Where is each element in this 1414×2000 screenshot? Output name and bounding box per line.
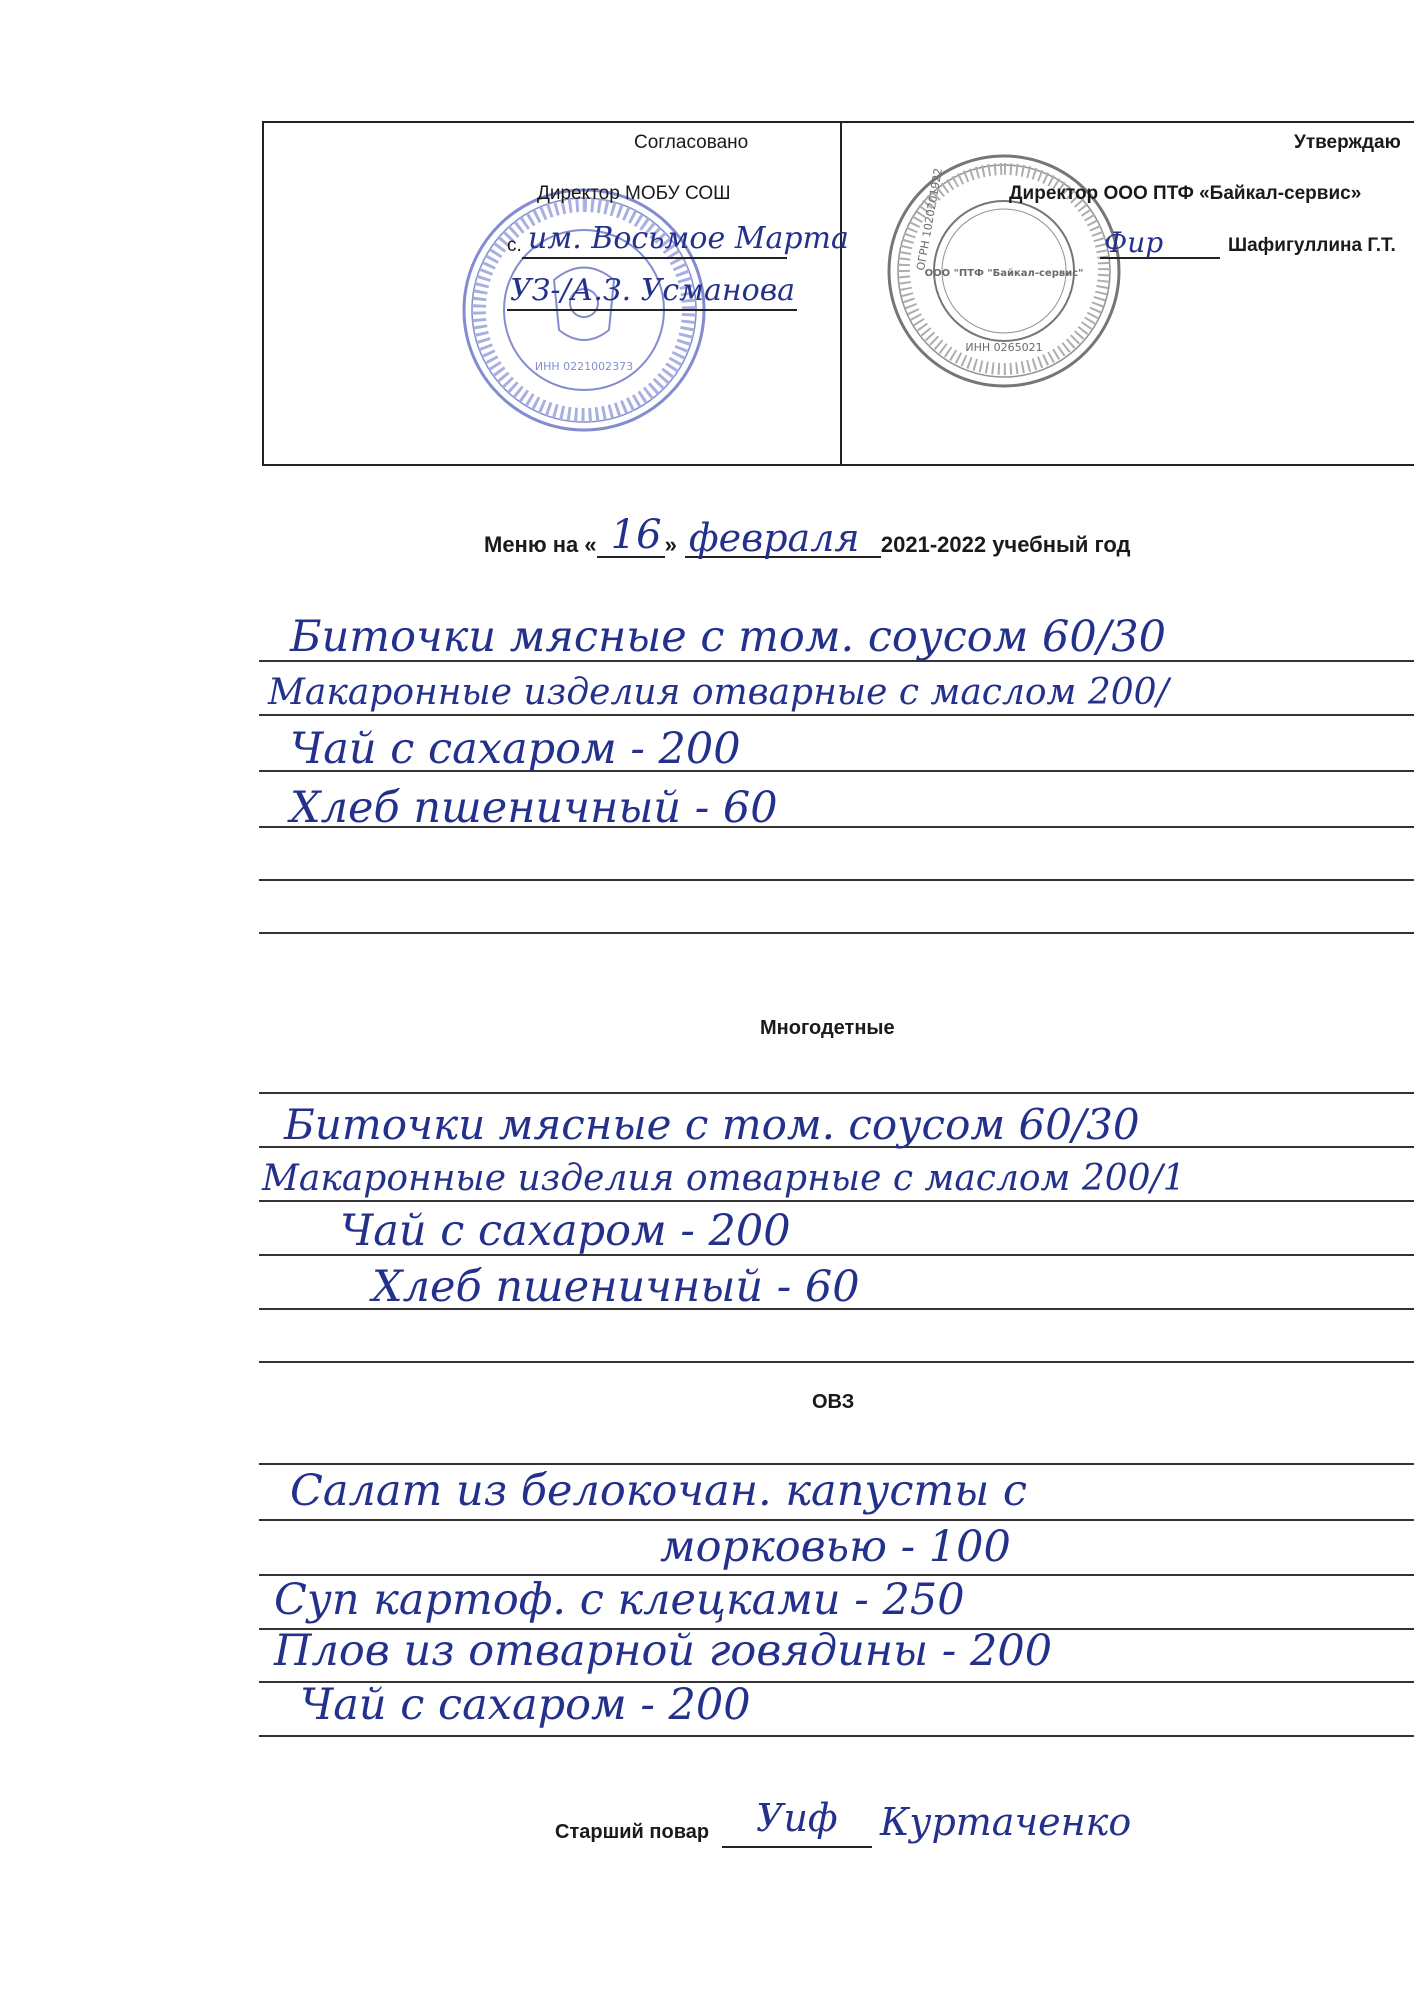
approval-right-cell [842, 123, 1414, 464]
ruled-line [259, 932, 1414, 934]
ruled-line [259, 1735, 1414, 1737]
ovz-item-3: Суп картоф. с клецками - 250 [274, 1575, 965, 1625]
director-signature-handwritten: УЗ-/А.З. Усманова [510, 273, 796, 308]
ovz-item-1: Салат из белокочан. капусты с [290, 1466, 1027, 1516]
village-line [522, 257, 787, 259]
approval-left-cell [264, 123, 849, 464]
ruled-line [259, 714, 1414, 716]
senior-cook-name-handwritten: Куртаченко [880, 1800, 1132, 1844]
company-stamp-ogrn: ОГРН 1020201922 [914, 167, 945, 272]
large-families-item-3: Чай с сахаром - 200 [340, 1206, 791, 1256]
main-menu-item-2: Макаронные изделия отварные с маслом 200/ [268, 672, 1169, 713]
senior-cook-label: Старший повар [555, 1821, 710, 1843]
approval-left-position: Директор МОБУ СОШ [537, 183, 731, 204]
company-stamp-inn: ИНН 0265021 [965, 341, 1043, 354]
large-families-title: Многодетные [760, 1017, 895, 1039]
month-handwritten: февраля [688, 516, 860, 560]
village-handwritten: им. Восьмое Марта [528, 221, 849, 256]
large-families-item-4: Хлеб пшеничный - 60 [372, 1262, 860, 1312]
approval-right-name: Шафигуллина Г.Т. [1228, 235, 1396, 256]
company-stamp-center: ООО "ПТФ "Байкал-сервис" [924, 268, 1084, 279]
day-handwritten: 16 [610, 512, 662, 558]
menu-heading-close: » [664, 532, 677, 557]
approval-left-village-prefix: с. [507, 235, 522, 256]
menu-heading-prefix: Меню на « [484, 532, 597, 557]
ovz-item-4: Плов из отварной говядины - 200 [274, 1626, 1053, 1676]
ruled-line [259, 879, 1414, 881]
ovz-item-5: Чай с сахаром - 200 [300, 1680, 751, 1730]
large-families-item-1: Биточки мясные с том. соусом 60/30 [284, 1100, 1140, 1149]
school-stamp-inn: ИНН 0221002373 [534, 360, 634, 373]
ovz-title: ОВЗ [812, 1391, 855, 1413]
main-menu-item-1: Биточки мясные с том. соусом 60/30 [290, 612, 1166, 662]
ruled-line [259, 1519, 1414, 1521]
menu-heading [484, 512, 1131, 560]
approval-left-title: Согласовано [634, 132, 749, 153]
menu-heading-year: 2021-2022 учебный год [880, 532, 1131, 557]
approval-right-position: Директор ООО ПТФ «Байкал-сервис» [1009, 183, 1362, 204]
ruled-line [259, 1200, 1414, 1202]
ruled-line [259, 1361, 1414, 1363]
approval-table [262, 121, 1414, 466]
main-menu-item-3: Чай с сахаром - 200 [290, 724, 741, 774]
month-field [685, 516, 881, 560]
director-signature-line [507, 309, 797, 311]
ovz-item-2: морковью - 100 [660, 1522, 1011, 1572]
approval-right-title: Утверждаю [1294, 132, 1401, 153]
senior-cook-signature [555, 1821, 709, 1844]
right-signature-handwritten: Фир [1104, 226, 1164, 259]
day-field [597, 512, 665, 558]
ruled-line [259, 1463, 1414, 1465]
senior-cook-signature-line [722, 1846, 872, 1848]
large-families-item-2: Макаронные изделия отварные с маслом 200/1 [262, 1158, 1186, 1199]
ruled-line [259, 1092, 1414, 1094]
senior-cook-signature-handwritten: Уиф [756, 1796, 838, 1840]
main-menu-item-4: Хлеб пшеничный - 60 [290, 783, 778, 833]
